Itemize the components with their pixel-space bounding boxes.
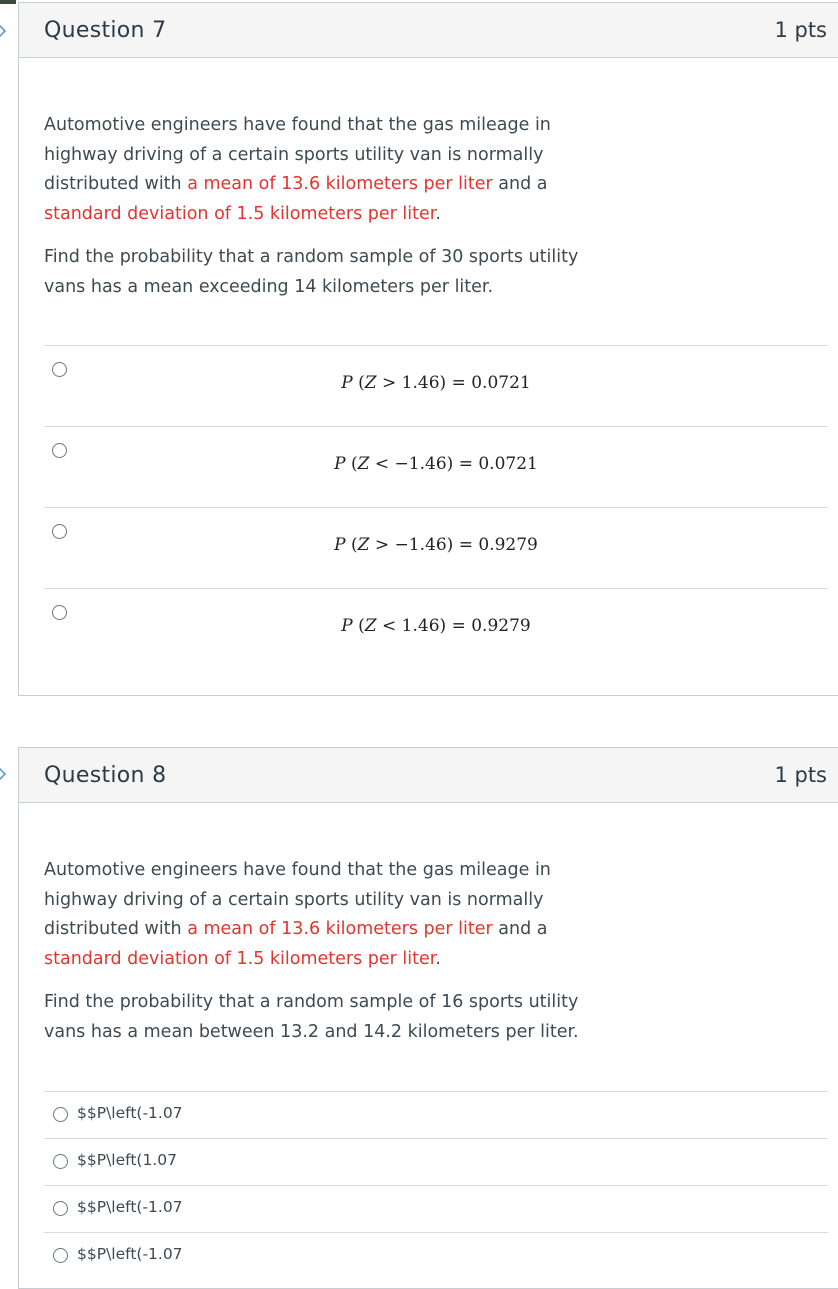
intro-text: Automotive engineers have found that the gas mileage in highway driving of a certain sports utility van is normally distributed with — [44, 115, 551, 194]
question-7-card — [18, 2, 838, 696]
question-intro — [44, 856, 624, 974]
radio-button[interactable] — [53, 1107, 68, 1122]
question-points: 1 pts — [774, 18, 827, 42]
question-header — [19, 748, 838, 803]
intro-text: . — [435, 948, 441, 969]
answer-label: $$P\left(-1.07 — [77, 1104, 183, 1122]
answer-option[interactable] — [44, 1185, 828, 1232]
answer-option[interactable] — [44, 345, 828, 426]
question-8-card — [18, 747, 838, 1289]
intro-text: . — [435, 203, 441, 224]
answer-label: $$P\left(-1.07 — [77, 1198, 183, 1216]
highlight-std-dev: standard deviation of 1.5 kilometers per liter — [44, 948, 436, 969]
corner-tab — [0, 0, 16, 4]
intro-text: and a — [492, 919, 548, 939]
radio-button[interactable] — [53, 1248, 68, 1263]
answer-label: $$P\left(-1.07 — [77, 1245, 183, 1263]
question-prompt: Find the probability that a random sample of 30 sports utility vans has a mean exceeding 14 kilometers per liter. — [44, 247, 579, 297]
answer-option[interactable] — [44, 588, 828, 669]
answer-option[interactable] — [44, 507, 828, 588]
answer-label: P (Z < −1.46) = 0.0721 — [334, 454, 538, 474]
chevron-right-icon[interactable] — [0, 22, 8, 40]
answer-label: P (Z > 1.46) = 0.0721 — [341, 373, 531, 393]
answer-label: $$P\left(1.07 — [77, 1151, 177, 1169]
answer-option[interactable] — [44, 1232, 828, 1279]
radio-button[interactable] — [53, 1201, 68, 1216]
answer-option[interactable] — [44, 1091, 828, 1138]
question-text — [44, 856, 624, 1047]
question-points: 1 pts — [774, 763, 827, 787]
highlight-std-dev: standard deviation of 1.5 kilometers per liter — [44, 203, 436, 224]
question-prompt: Find the probability that a random sample of 16 sports utility vans has a mean between 13.2 and 14.2 kilometers per liter. — [44, 992, 579, 1042]
question-intro — [44, 111, 624, 229]
answer-list — [44, 345, 828, 669]
radio-button[interactable] — [53, 1154, 68, 1169]
chevron-right-icon[interactable] — [0, 765, 8, 783]
answer-list — [44, 1091, 828, 1279]
answer-option[interactable] — [44, 1138, 828, 1185]
question-header — [19, 3, 838, 58]
question-text — [44, 111, 624, 302]
answer-label: P (Z < 1.46) = 0.9279 — [341, 616, 531, 636]
highlight-mean: a mean of 13.6 kilometers per liter — [187, 919, 493, 939]
question-title: Question 8 — [44, 763, 167, 788]
highlight-mean: a mean of 13.6 kilometers per liter — [187, 174, 493, 194]
question-title: Question 7 — [44, 18, 167, 43]
answer-label: P (Z > −1.46) = 0.9279 — [334, 535, 538, 555]
intro-text: and a — [492, 174, 548, 194]
answer-option[interactable] — [44, 426, 828, 507]
intro-text: Automotive engineers have found that the gas mileage in highway driving of a certain sports utility van is normally distributed with — [44, 860, 551, 939]
